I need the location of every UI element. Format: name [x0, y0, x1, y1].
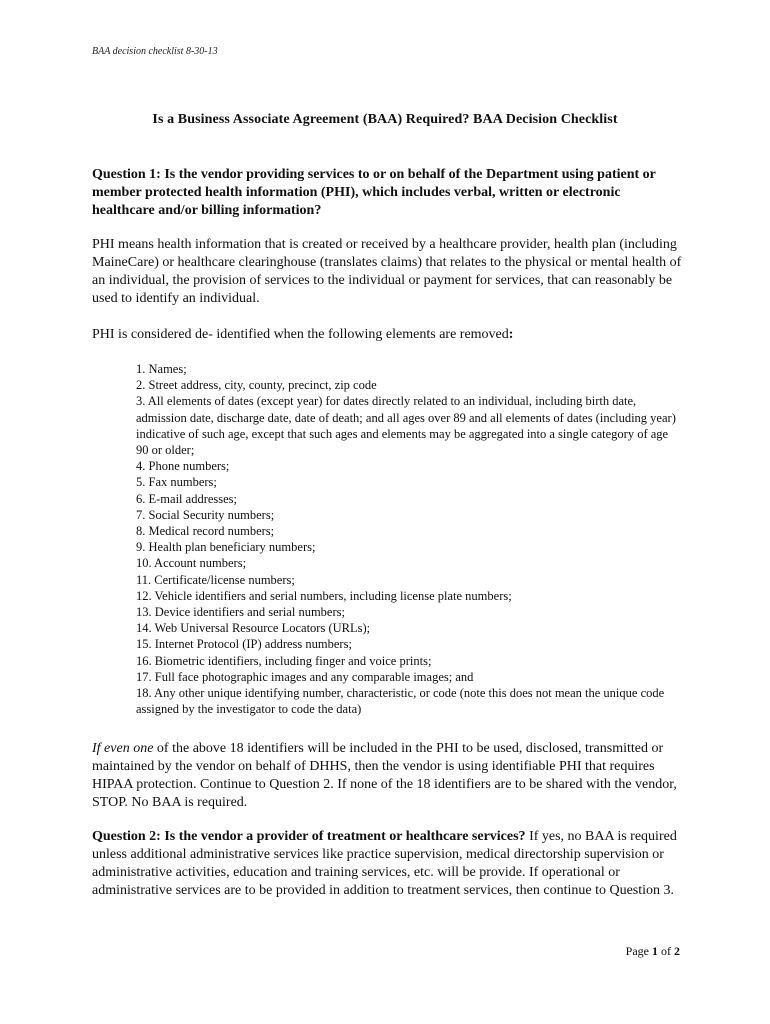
list-item: 1. Names; — [136, 362, 187, 376]
list-item: 11. Certificate/license numbers; — [136, 572, 295, 587]
list-item: 10. Account numbers; — [136, 556, 247, 571]
list-item: 14. Web Universal Resource Locators (URLs); — [136, 621, 371, 636]
list-item: 3. All elements of dates (except year) for dates directly related to an individual, including birth date, admission date, discharge date, date of death; and all ages over 89 and all elements of dates (including year) indicative of such age, except that such ages and elements may be aggregated into a single category of age 90 or older; — [136, 394, 676, 458]
header-note: BAA decision checklist 8-30-13 — [92, 46, 218, 57]
list-item: 7. Social Security numbers; — [136, 507, 275, 522]
phi-definition: PHI means health information that is created or received by a healthcare provider, health plan (including MaineCare) or healthcare clearinghouse (translates claims) that relates to the physical or mental health of an individual, the provision of services to the individual or payment for services, that can reasonably be used to identify an individual. — [92, 237, 682, 306]
list-item: 17. Full face photographic images and any comparable images; and — [136, 669, 474, 684]
of-word: of — [658, 944, 674, 958]
page-title: Is a Business Associate Agreement (BAA) Required? BAA Decision Checklist — [152, 112, 618, 127]
list-item: 12. Vehicle identifiers and serial numbers, including license plate numbers; — [136, 588, 512, 603]
list-item: 13. Device identifiers and serial numbers; — [136, 605, 345, 620]
if-even-one-paragraph — [92, 740, 682, 812]
question-1: Question 1: Is the vendor providing services to or on behalf of the Department using patient or member protected health information (PHI), which includes verbal, written or electronic healthcare and/or billing information? — [92, 167, 656, 218]
if-even-one-rest: of the above 18 identifiers will be included in the PHI to be used, disclosed, transmitted or maintained by the vendor on behalf of DHHS, then the vendor is using identifiable PHI that requires HIPAA protection. Continue to Question 2. If none of the 18 identifiers are to be shared with the vendor, STOP. No BAA is required. — [92, 741, 677, 810]
list-item: 2. Street address, city, county, precinct, zip code — [136, 378, 377, 393]
question-2-body: If yes, no BAA is required unless additional administrative services like practice supervision, medical directorship supervision or administrative activities, education and training services, etc. will be provide. If operational or administrative services are to be provided in addition to treatment services, then continue to Question 3. — [92, 829, 677, 898]
list-item: 16. Biometric identifiers, including finger and voice prints; — [136, 653, 432, 668]
deidentified-colon: : — [508, 327, 514, 342]
list-item: 18. Any other unique identifying number, characteristic, or code (note this does not mean the unique code assigned by the investigator to code the data) — [136, 686, 665, 717]
list-item: 9. Health plan beneficiary numbers; — [136, 540, 316, 555]
list-item: 5. Fax numbers; — [136, 475, 217, 490]
deidentified-text: PHI is considered de- identified when the following elements are removed — [92, 327, 509, 342]
question-2-heading: Question 2: Is the vendor a provider of treatment or healthcare services? — [92, 829, 526, 844]
page-number: 1 — [652, 944, 658, 958]
page-footer — [626, 944, 680, 959]
list-item: 6. E-mail addresses; — [136, 491, 238, 506]
question-2 — [92, 828, 682, 900]
list-item: 15. Internet Protocol (IP) address numbers; — [136, 637, 352, 652]
if-even-one-italic: If even one — [92, 741, 154, 756]
identifier-list — [136, 361, 681, 717]
list-item: 4. Phone numbers; — [136, 459, 230, 474]
deidentified-intro — [92, 326, 682, 344]
page-word: Page — [625, 944, 652, 958]
page-total: 2 — [674, 944, 680, 958]
list-item: 8. Medical record numbers; — [136, 524, 275, 539]
